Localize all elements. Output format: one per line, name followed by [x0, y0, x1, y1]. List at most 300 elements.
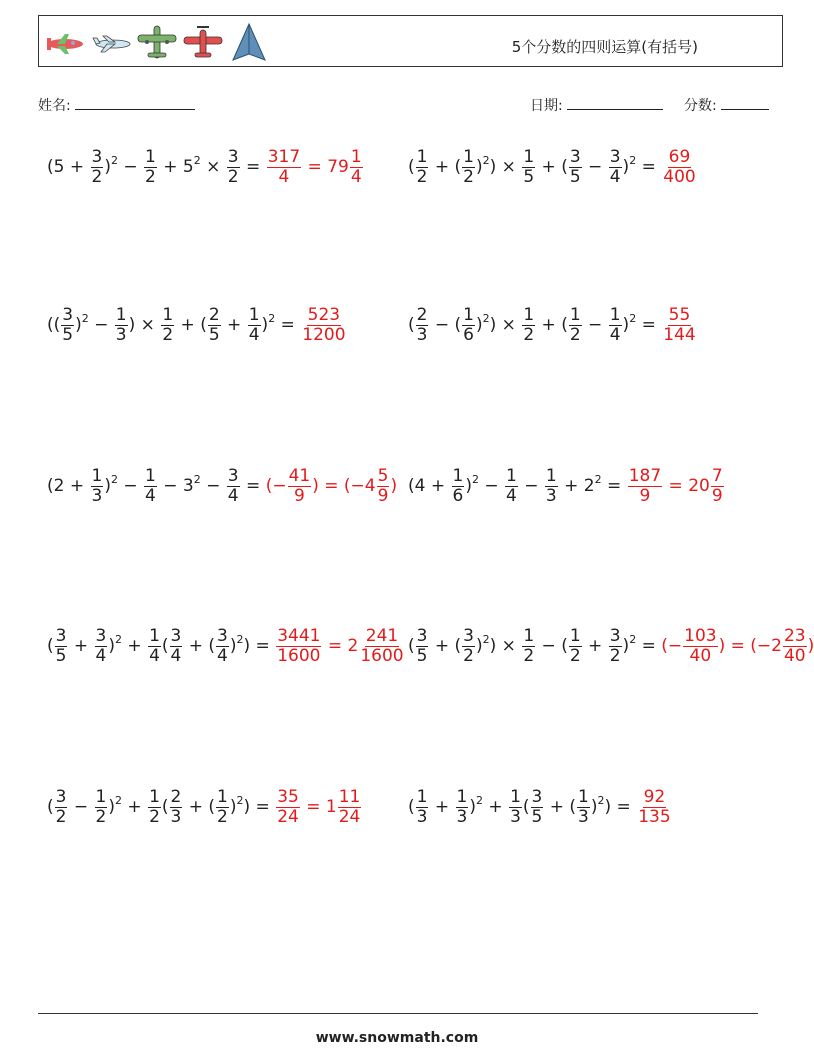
numerator: 3 — [62, 305, 74, 325]
fraction — [711, 467, 724, 505]
expr-text: + — [483, 797, 509, 818]
numerator: 1 — [523, 147, 535, 167]
denominator: 400 — [663, 166, 696, 187]
date-field — [530, 95, 663, 115]
numerator: 3 — [463, 626, 474, 646]
expr-text: = 2 — [322, 636, 359, 657]
expr-text: − — [68, 797, 94, 818]
exponent: 2 — [236, 632, 244, 646]
expr-text: + — [122, 636, 148, 657]
expr-text: (( — [47, 315, 61, 336]
numerator: 1 — [463, 147, 474, 167]
numerator: 1 — [510, 787, 521, 807]
numerator: 317 — [267, 147, 301, 167]
expr-text: − — [478, 476, 505, 497]
exponent: 2 — [482, 311, 490, 325]
expr-text: (2 + — [47, 476, 90, 497]
numerator: 1 — [416, 147, 428, 167]
exponent: 2 — [629, 311, 637, 325]
expr-text: + ( — [175, 315, 207, 336]
fraction — [95, 627, 108, 665]
denominator: 2 — [569, 645, 581, 666]
numerator: 1 — [145, 147, 156, 167]
expr-text: ) — [108, 636, 115, 657]
fraction — [91, 467, 104, 505]
jet-blue-icon — [227, 20, 271, 64]
expr-text: (4 + — [408, 476, 451, 497]
expr-text: = 20 — [663, 476, 710, 497]
denominator: 3 — [416, 324, 428, 345]
fraction — [462, 148, 475, 186]
score-blank[interactable] — [721, 95, 769, 110]
answer — [627, 467, 725, 505]
expr-text: ) — [104, 476, 111, 497]
expr-text: + — [122, 797, 148, 818]
numerator: 241 — [365, 626, 399, 646]
numerator: 3 — [217, 626, 228, 646]
fraction — [609, 306, 622, 344]
fraction — [505, 467, 518, 505]
denominator: 4 — [248, 324, 260, 345]
exponent: 2 — [268, 311, 276, 325]
numerator: 1 — [609, 305, 621, 325]
numerator: 1 — [569, 305, 581, 325]
exponent: 2 — [115, 793, 122, 807]
exponent: 2 — [110, 472, 118, 486]
fraction — [144, 148, 157, 186]
expr-text: = — [636, 157, 662, 178]
numerator: 1 — [248, 305, 260, 325]
denominator: 4 — [609, 324, 621, 345]
expr-text: + 5 — [157, 157, 194, 178]
expr-text: + ( — [183, 636, 216, 657]
numerator: 3 — [609, 147, 621, 167]
score-label: 分数: — [684, 98, 717, 114]
denominator: 2 — [523, 324, 535, 345]
expr-text: ( — [161, 797, 169, 818]
numerator: 1 — [217, 787, 228, 807]
numerator: 1 — [162, 305, 174, 325]
expr-text: ) — [475, 315, 483, 336]
expr-text: ) × — [489, 315, 522, 336]
fraction — [115, 306, 128, 344]
expr-text: + — [429, 797, 455, 818]
date-blank[interactable] — [567, 95, 663, 110]
worksheet-title: 5个分数的四则运算(有括号) — [511, 38, 698, 56]
numerator: 1 — [569, 626, 581, 646]
numerator: 1 — [416, 787, 428, 807]
fraction — [522, 306, 535, 344]
exponent: 2 — [594, 472, 602, 486]
expr-text: ) = — [243, 636, 276, 657]
numerator: 1 — [95, 787, 107, 807]
expr-text: ( — [47, 797, 54, 818]
exponent: 2 — [597, 793, 605, 807]
fraction — [91, 148, 104, 186]
expr-text: + 2 — [558, 476, 595, 497]
numerator: 1 — [145, 466, 156, 486]
numerator: 1 — [149, 787, 160, 807]
expr-text: ) — [108, 797, 115, 818]
answer — [661, 148, 697, 186]
exponent: 2 — [115, 632, 122, 646]
denominator: 3 — [578, 806, 589, 827]
numerator: 41 — [288, 466, 311, 486]
denominator: 9 — [377, 485, 389, 506]
denominator: 3 — [545, 485, 557, 506]
denominator: 3 — [510, 806, 521, 827]
fraction — [208, 306, 221, 344]
fraction — [267, 148, 301, 186]
expr-text: + — [68, 636, 94, 657]
denominator: 6 — [463, 324, 474, 345]
denominator: 2 — [145, 166, 156, 187]
answer — [275, 627, 405, 665]
expr-text: ) × — [128, 315, 161, 336]
fraction — [783, 627, 807, 665]
fraction — [462, 306, 475, 344]
expr-text: − — [582, 157, 608, 178]
numerator: 92 — [643, 787, 666, 807]
denominator: 9 — [639, 485, 651, 506]
denominator: 3 — [416, 806, 428, 827]
expr-text: = — [601, 476, 627, 497]
question — [47, 627, 275, 665]
date-label: 日期: — [530, 98, 563, 114]
numerator: 3 — [55, 787, 67, 807]
expr-text: ( — [47, 636, 54, 657]
name-blank[interactable] — [75, 95, 195, 110]
numerator: 55 — [668, 305, 691, 325]
airplane-green-icon — [135, 20, 179, 64]
denominator: 5 — [531, 806, 543, 827]
expr-text: + ( — [536, 157, 568, 178]
fraction — [545, 467, 558, 505]
fraction — [95, 788, 108, 826]
expr-text: − — [518, 476, 544, 497]
expr-text: = 1 — [300, 797, 337, 818]
expr-text: ) × — [489, 157, 522, 178]
expr-text: − ( — [536, 636, 568, 657]
exponent: 2 — [476, 793, 483, 807]
expr-text: = — [240, 157, 266, 178]
fraction — [456, 788, 469, 826]
expr-text: ) — [229, 797, 237, 818]
expr-text: ) = (−2 — [718, 636, 782, 657]
fraction — [216, 788, 229, 826]
numerator: 1 — [452, 466, 464, 486]
denominator: 1200 — [302, 324, 346, 345]
question — [408, 788, 636, 826]
fraction — [637, 788, 671, 826]
answer — [661, 306, 697, 344]
denominator: 4 — [227, 485, 239, 506]
expr-text: − ( — [429, 315, 462, 336]
plane-icons — [43, 20, 271, 64]
fraction — [359, 627, 404, 665]
expr-text: ) — [469, 797, 476, 818]
numerator: 1 — [149, 626, 160, 646]
expr-text: + ( — [536, 315, 568, 336]
numerator: 3 — [170, 626, 182, 646]
fraction — [662, 148, 696, 186]
numerator: 1 — [91, 466, 103, 486]
question — [408, 627, 661, 665]
answer — [275, 788, 362, 826]
fraction — [522, 627, 535, 665]
denominator: 4 — [506, 485, 517, 506]
denominator: 2 — [162, 324, 174, 345]
numerator: 1 — [463, 305, 474, 325]
airplane-red-icon — [43, 20, 87, 64]
exponent: 2 — [629, 153, 637, 167]
fraction — [609, 148, 622, 186]
numerator: 3 — [227, 466, 239, 486]
fraction — [531, 788, 544, 826]
denominator: 2 — [523, 645, 535, 666]
problem-3 — [47, 306, 348, 344]
denominator: 2 — [463, 645, 474, 666]
airplane-blue-icon — [89, 20, 133, 64]
airplane-red2-icon — [181, 20, 225, 64]
numerator: 2 — [208, 305, 220, 325]
denominator: 4 — [350, 166, 362, 187]
fraction — [144, 467, 157, 505]
problem-6 — [408, 467, 725, 505]
numerator: 187 — [628, 466, 662, 486]
denominator: 4 — [217, 645, 228, 666]
answer — [300, 306, 347, 344]
numerator: 23 — [783, 626, 806, 646]
exponent: 2 — [629, 632, 637, 646]
question — [47, 148, 266, 186]
denominator: 3 — [170, 806, 182, 827]
expr-text: − — [200, 476, 226, 497]
denominator: 9 — [711, 485, 723, 506]
fraction — [161, 306, 174, 344]
numerator: 5 — [377, 466, 389, 486]
fraction — [216, 627, 229, 665]
expr-text: − — [582, 315, 608, 336]
answer — [636, 788, 672, 826]
fraction — [569, 627, 582, 665]
name-label: 姓名: — [38, 98, 71, 114]
fraction — [170, 788, 183, 826]
fraction — [148, 627, 161, 665]
denominator: 4 — [278, 166, 290, 187]
denominator: 1600 — [360, 645, 404, 666]
expr-text: ) — [475, 636, 483, 657]
fraction — [248, 306, 261, 344]
expr-text: ) — [622, 636, 630, 657]
numerator: 3 — [416, 626, 428, 646]
denominator: 2 — [609, 645, 621, 666]
fraction — [55, 627, 68, 665]
expr-text: ) — [622, 157, 630, 178]
numerator: 1 — [545, 466, 557, 486]
answer — [266, 467, 397, 505]
numerator: 3 — [95, 626, 107, 646]
expr-text: = — [240, 476, 266, 497]
expr-text: ) = — [604, 797, 637, 818]
numerator: 1 — [456, 787, 468, 807]
fraction — [377, 467, 390, 505]
fraction — [683, 627, 717, 665]
numerator: 3 — [55, 626, 67, 646]
expr-text: ( — [408, 797, 415, 818]
numerator: 3441 — [277, 626, 321, 646]
fraction — [301, 306, 346, 344]
exponent: 2 — [482, 153, 490, 167]
numerator: 1 — [523, 305, 535, 325]
denominator: 3 — [91, 485, 103, 506]
expr-text: ( — [161, 636, 169, 657]
exponent: 2 — [471, 472, 479, 486]
fraction — [662, 306, 696, 344]
expr-text: × — [200, 157, 226, 178]
numerator: 103 — [684, 626, 717, 646]
score-field — [684, 95, 769, 115]
denominator: 5 — [523, 166, 535, 187]
denominator: 40 — [689, 645, 712, 666]
fraction — [276, 627, 321, 665]
expr-text: (− — [265, 476, 287, 497]
name-field — [38, 95, 195, 115]
expr-text: − — [117, 476, 144, 497]
question — [47, 788, 275, 826]
denominator: 5 — [416, 645, 428, 666]
expr-text: (− — [661, 636, 683, 657]
fraction — [452, 467, 465, 505]
denominator: 144 — [663, 324, 696, 345]
numerator: 35 — [277, 787, 299, 807]
fraction — [569, 148, 582, 186]
fraction — [276, 788, 300, 826]
denominator: 5 — [208, 324, 220, 345]
denominator: 2 — [95, 806, 107, 827]
denominator: 4 — [95, 645, 107, 666]
question — [47, 306, 300, 344]
denominator: 2 — [91, 166, 103, 187]
denominator: 4 — [145, 485, 156, 506]
numerator: 1 — [350, 147, 362, 167]
expr-text: − — [117, 157, 144, 178]
exponent: 2 — [236, 793, 244, 807]
denominator: 5 — [569, 166, 581, 187]
fraction — [609, 627, 622, 665]
numerator: 3 — [531, 787, 543, 807]
denominator: 135 — [638, 806, 671, 827]
denominator: 2 — [569, 324, 581, 345]
expr-text: ) — [465, 476, 472, 497]
fraction — [569, 306, 582, 344]
answer — [661, 627, 814, 665]
expr-text: + — [582, 636, 608, 657]
expr-text: ) = — [243, 797, 276, 818]
exponent: 2 — [110, 153, 118, 167]
numerator: 2 — [416, 305, 428, 325]
denominator: 9 — [293, 485, 305, 506]
expr-text: ) — [261, 315, 269, 336]
denominator: 3 — [456, 806, 468, 827]
numerator: 3 — [91, 147, 103, 167]
fraction — [170, 627, 183, 665]
expr-text: + — [221, 315, 247, 336]
denominator: 40 — [783, 645, 806, 666]
denominator: 5 — [55, 645, 67, 666]
fraction — [509, 788, 522, 826]
denominator: 2 — [149, 806, 160, 827]
denominator: 2 — [227, 166, 239, 187]
expr-text: ( — [408, 315, 415, 336]
fraction — [148, 788, 161, 826]
expr-text: (5 + — [47, 157, 90, 178]
fraction — [55, 788, 68, 826]
fraction — [522, 148, 535, 186]
expr-text: ) — [229, 636, 237, 657]
denominator: 2 — [463, 166, 474, 187]
problem-7 — [47, 627, 406, 665]
numerator: 69 — [668, 147, 691, 167]
fraction — [350, 148, 363, 186]
numerator: 7 — [711, 466, 723, 486]
expr-text: ( — [408, 636, 415, 657]
problem-10 — [408, 788, 673, 826]
denominator: 4 — [149, 645, 160, 666]
question — [408, 148, 661, 186]
numerator: 523 — [307, 305, 341, 325]
exponent: 2 — [193, 153, 201, 167]
fraction — [288, 467, 312, 505]
expr-text: ) — [590, 797, 598, 818]
numerator: 1 — [506, 466, 517, 486]
expr-text: + ( — [544, 797, 577, 818]
expr-text: + ( — [183, 797, 216, 818]
exponent: 2 — [81, 311, 89, 325]
expr-text: = — [636, 315, 662, 336]
expr-text: + ( — [429, 636, 462, 657]
expr-text: ( — [408, 157, 415, 178]
denominator: 1600 — [277, 645, 321, 666]
numerator: 2 — [170, 787, 182, 807]
denominator: 24 — [277, 806, 299, 827]
denominator: 24 — [338, 806, 361, 827]
footer-site: www.snowmath.com — [315, 1030, 479, 1046]
exponent: 2 — [193, 472, 201, 486]
denominator: 3 — [115, 324, 127, 345]
denominator: 2 — [55, 806, 67, 827]
problem-2 — [408, 148, 698, 186]
fraction — [416, 788, 429, 826]
expr-text: ) — [807, 636, 814, 657]
denominator: 2 — [416, 166, 428, 187]
problem-9 — [47, 788, 362, 826]
fraction — [227, 148, 240, 186]
expr-text: ) × — [489, 636, 522, 657]
numerator: 3 — [227, 147, 239, 167]
question — [47, 467, 266, 505]
fraction — [416, 306, 429, 344]
expr-text: ) — [104, 157, 111, 178]
expr-text: − — [88, 315, 114, 336]
problem-8 — [408, 627, 814, 665]
numerator: 1 — [578, 787, 589, 807]
numerator: 3 — [609, 626, 621, 646]
fraction — [462, 627, 475, 665]
denominator: 4 — [170, 645, 182, 666]
fraction — [338, 788, 362, 826]
expr-text: ) = (−4 — [312, 476, 376, 497]
